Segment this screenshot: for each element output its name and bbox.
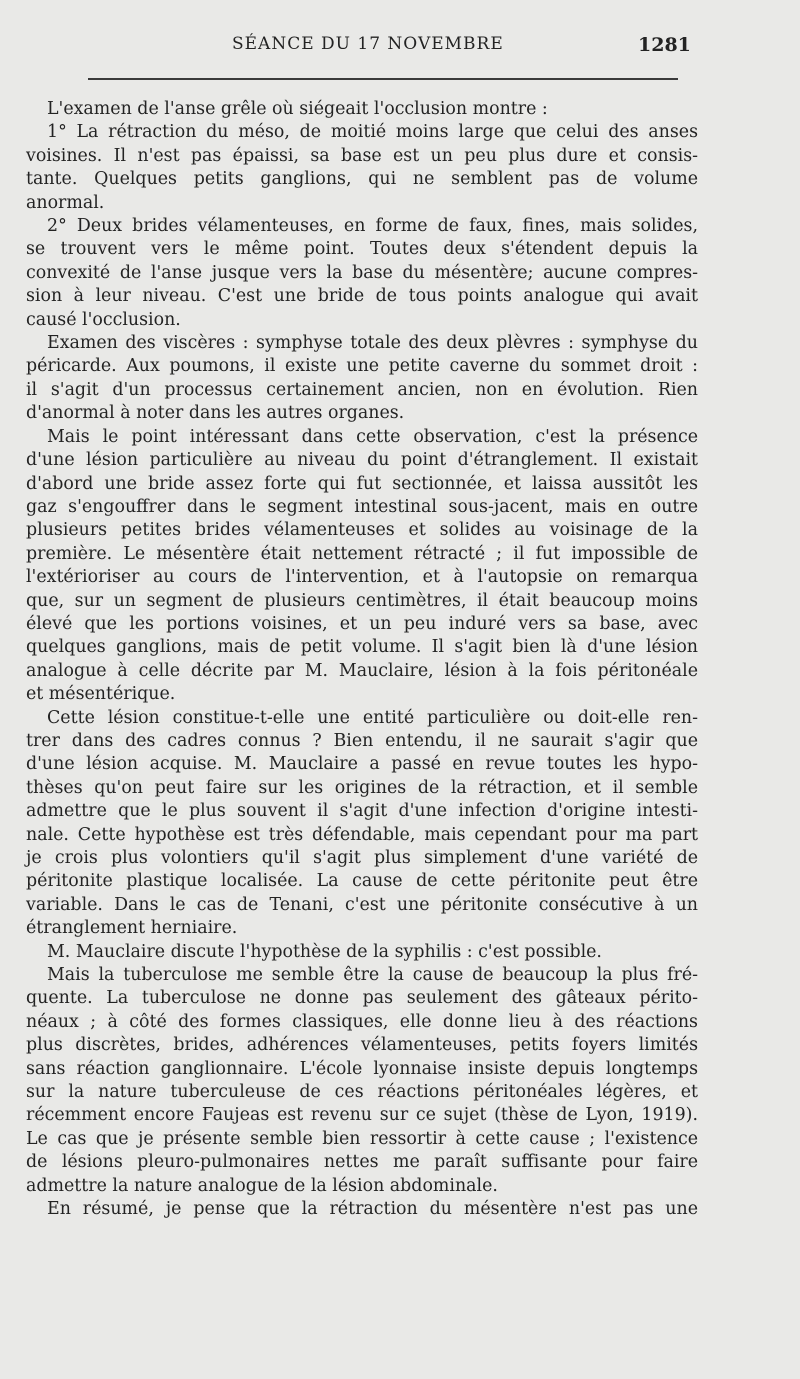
page-number: 1281 [638,34,691,56]
text-line: sans réaction ganglionnaire. L'école lyonnaise insiste depuis longtemps [26,1058,698,1079]
text-line: il s'agit d'un processus certainement ancien, non en évolution. Rien [26,379,698,400]
text-line: quelques ganglions, mais de petit volume. Il s'agit bien là d'une lésion [26,637,698,658]
text-line: Cette lésion constitue-t-elle une entité particulière ou doit-elle ren- [47,707,698,728]
text-line: quente. La tuberculose ne donne pas seulement des gâteaux périto- [26,988,698,1009]
text-line: et mésentérique. [26,684,176,705]
body-text [26,98,698,1222]
text-line: élevé que les portions voisines, et un peu induré vers sa base, avec [26,613,698,634]
text-line: anormal. [26,192,105,213]
text-line: causé l'occlusion. [26,309,181,330]
text-line: d'une lésion acquise. M. Mauclaire a passé en revue toutes les hypo- [26,754,698,775]
text-line: première. Le mésentère était nettement rétracté ; il fut impossible de [26,543,698,564]
text-line: 2° Deux brides vélamenteuses, en forme de faux, fines, mais solides, [47,216,698,237]
text-line: tante. Quelques petits ganglions, qui ne semblent pas de volume [26,169,698,190]
text-line: 1° La rétraction du méso, de moitié moins large que celui des anses [47,122,698,143]
text-line: se trouvent vers le même point. Toutes deux s'étendent depuis la [26,239,698,260]
text-line: que, sur un segment de plusieurs centimètres, il était beaucoup moins [26,590,698,611]
text-line: M. Mauclaire discute l'hypothèse de la syphilis : c'est possible. [47,941,602,962]
text-line: d'abord une bride assez forte qui fut sectionnée, et laissa aussitôt les [26,473,698,494]
text-line: de lésions pleuro-pulmonaires nettes me paraît suffisante pour faire [26,1152,698,1173]
text-line: nale. Cette hypothèse est très défendable, mais cependant pour ma part [26,824,698,845]
text-line: Mais le point intéressant dans cette observation, c'est la présence [47,426,698,447]
page-header [0,34,800,64]
text-line: admettre que le plus souvent il s'agit d'une infection d'origine intesti- [26,801,698,822]
text-line: étranglement herniaire. [26,918,238,939]
text-line: thèses qu'on peut faire sur les origines de la rétraction, et il semble [26,777,698,798]
text-line: je crois plus volontiers qu'il s'agit plus simplement d'une variété de [26,848,698,868]
text-line: L'examen de l'anse grêle où siégeait l'occlusion montre : [47,99,548,119]
text-line: gaz s'engouffrer dans le segment intestinal sous-jacent, mais en outre [26,496,698,517]
text-line: plusieurs petites brides vélamenteuses et solides au voisinage de la [26,520,698,541]
text-line: variable. Dans le cas de Tenani, c'est une péritonite consécutive à un [26,894,698,915]
text-line: analogue à celle décrite par M. Mauclaire, lésion à la fois péritonéale [26,660,698,681]
text-line: En résumé, je pense que la rétraction du mésentère n'est pas une [47,1199,698,1220]
text-line: Le cas que je présente semble bien ressortir à cette cause ; l'existence [26,1128,698,1149]
text-line: néaux ; à côté des formes classiques, elle donne lieu à des réactions [26,1011,698,1032]
text-line: trer dans des cadres connus ? Bien entendu, il ne saurait s'agir que [26,730,698,751]
text-line: récemment encore Faujeas est revenu sur ce sujet (thèse de Lyon, 1919). [26,1105,698,1126]
header-rule [88,78,678,80]
text-line: admettre la nature analogue de la lésion abdominale. [26,1175,498,1196]
text-line: sion à leur niveau. C'est une bride de tous points analogue qui avait [26,286,698,307]
text-line: l'extérioriser au cours de l'intervention, et à l'autopsie on remarqua [26,567,698,588]
text-line: voisines. Il n'est pas épaissi, sa base est un peu plus dure et consis- [26,145,698,166]
text-line: péritonite plastique localisée. La cause de cette péritonite peut être [26,871,698,892]
running-head: SÉANCE DU 17 NOVEMBRE [232,34,504,54]
text-line: Mais la tuberculose me semble être la cause de beaucoup la plus fré- [47,965,698,986]
text-line: plus discrètes, brides, adhérences vélamenteuses, petits foyers limités [26,1035,698,1056]
text-line: convexité de l'anse jusque vers la base du mésentère; aucune compres- [26,262,698,283]
text-line: sur la nature tuberculeuse de ces réactions péritonéales légères, et [26,1082,698,1103]
text-line: péricarde. Aux poumons, il existe une petite caverne du sommet droit : [26,356,698,377]
text-line: d'une lésion particulière au niveau du point d'étranglement. Il existait [26,450,698,471]
text-line: Examen des viscères : symphyse totale des deux plèvres : symphyse du [47,333,698,354]
text-line: d'anormal à noter dans les autres organes. [26,403,405,424]
